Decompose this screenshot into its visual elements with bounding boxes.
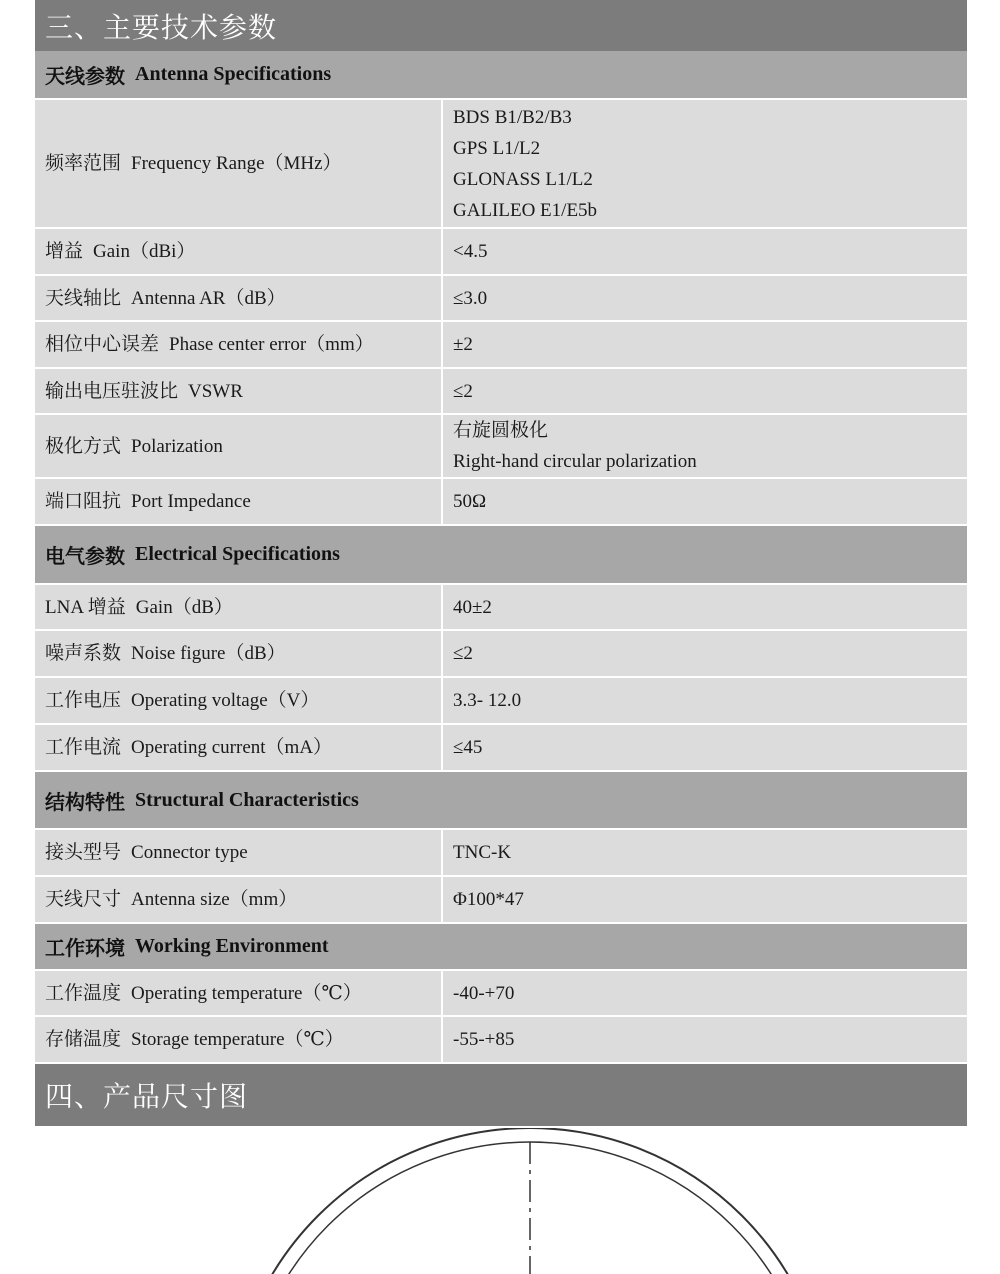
group-heading-en: Working Environment — [135, 935, 329, 957]
section-title-specs — [35, 0, 967, 51]
spec-value — [443, 631, 967, 676]
spec-value-line: Φ100*47 — [453, 889, 524, 910]
spec-label — [35, 631, 443, 676]
spec-value — [443, 1017, 967, 1062]
spec-label — [35, 971, 443, 1015]
group-heading-structural — [35, 772, 967, 830]
spec-label-en: Operating temperature（℃） — [131, 982, 362, 1004]
spec-label — [35, 322, 443, 367]
spec-row-operating-temp — [35, 971, 967, 1017]
spec-value-line: ≤2 — [453, 380, 473, 402]
spec-row-frequency — [35, 100, 967, 229]
spec-value — [443, 322, 967, 367]
spec-value-line: TNC-K — [453, 842, 512, 863]
spec-label-cn: 频率范围 — [45, 153, 122, 174]
spec-label-en: Operating current（mA） — [131, 737, 333, 758]
spec-value-line: Right-hand circular polarization — [453, 451, 697, 472]
spec-value-line: BDS B1/B2/B3 — [453, 106, 572, 128]
spec-value — [443, 877, 967, 922]
spec-label-en: Polarization — [131, 435, 223, 457]
spec-row-noise-figure — [35, 631, 967, 678]
spec-value-line: -55-+85 — [453, 1029, 515, 1050]
spec-label — [35, 1017, 443, 1062]
spec-label — [35, 229, 443, 274]
spec-label-en: Antenna AR（dB） — [131, 287, 286, 309]
spec-value — [443, 971, 967, 1015]
spec-value-line: 3.3- 12.0 — [453, 690, 522, 711]
group-heading-cn: 电气参数 — [45, 546, 125, 568]
group-heading-environment — [35, 924, 967, 971]
section-title-text: 四、产品尺寸图 — [45, 1082, 249, 1113]
spec-label-en: VSWR — [188, 380, 243, 402]
spec-label-cn: 工作温度 — [45, 982, 122, 1004]
spec-row-storage-temp — [35, 1017, 967, 1064]
spec-label-en: Frequency Range（MHz） — [131, 153, 342, 174]
spec-row-vswr — [35, 369, 967, 415]
spec-value-line: ≤3.0 — [453, 287, 488, 309]
spec-value-line: GLONASS L1/L2 — [453, 168, 593, 190]
spec-label-en: Antenna size（mm） — [131, 889, 298, 910]
spec-value-line: ≤2 — [453, 643, 473, 664]
spec-row-phase-center — [35, 322, 967, 369]
spec-value — [443, 369, 967, 413]
spec-label-en: Phase center error（mm） — [169, 334, 374, 355]
spec-value-line: <4.5 — [453, 241, 488, 262]
group-heading-cn: 天线参数 — [45, 66, 125, 88]
section-title-dimensions — [35, 1064, 967, 1126]
spec-row-lna-gain — [35, 585, 967, 631]
spec-value — [443, 415, 967, 477]
group-heading-en: Structural Characteristics — [135, 788, 359, 811]
group-heading-electrical — [35, 526, 967, 585]
spec-row-connector — [35, 830, 967, 877]
spec-row-axial-ratio — [35, 276, 967, 322]
spec-label-en: Connector type — [131, 842, 248, 863]
spec-label-cn: 存储温度 — [45, 1029, 122, 1050]
spec-label-cn: 天线轴比 — [45, 287, 122, 309]
spec-label — [35, 678, 443, 723]
group-heading-cn: 工作环境 — [45, 938, 125, 960]
spec-value-line: GALILEO E1/E5b — [453, 199, 598, 221]
spec-label — [35, 369, 443, 413]
spec-value — [443, 100, 967, 227]
spec-value-line: 右旋圆极化 — [453, 420, 549, 441]
spec-label-cn: LNA 增益 — [45, 596, 126, 618]
spec-value-line: GPS L1/L2 — [453, 137, 541, 159]
spec-row-polarization — [35, 415, 967, 479]
spec-value — [443, 229, 967, 274]
dimension-drawing — [0, 1128, 1000, 1274]
spec-label — [35, 479, 443, 524]
spec-label-en: Storage temperature（℃） — [131, 1029, 344, 1050]
spec-value-line: 40±2 — [453, 596, 492, 618]
spec-row-gain — [35, 229, 967, 276]
spec-label-en: Operating voltage（V） — [131, 690, 320, 711]
spec-label — [35, 830, 443, 875]
spec-value-line: -40-+70 — [453, 982, 515, 1004]
spec-row-operating-current — [35, 725, 967, 772]
spec-row-operating-voltage — [35, 678, 967, 725]
spec-label-en: Port Impedance — [131, 491, 251, 512]
spec-label — [35, 276, 443, 320]
spec-label-cn: 天线尺寸 — [45, 889, 122, 910]
spec-label-cn: 增益 — [45, 241, 84, 262]
group-heading-antenna — [35, 51, 967, 100]
spec-value — [443, 585, 967, 629]
spec-value — [443, 678, 967, 723]
spec-label-cn: 端口阻抗 — [45, 491, 122, 512]
spec-label-cn: 极化方式 — [45, 435, 122, 457]
spec-label-cn: 相位中心误差 — [45, 334, 160, 355]
spec-label-en: Gain（dB） — [135, 596, 233, 618]
spec-value — [443, 725, 967, 770]
group-heading-cn: 结构特性 — [45, 791, 125, 814]
group-heading-en: Electrical Specifications — [135, 543, 340, 565]
spec-label — [35, 725, 443, 770]
spec-row-antenna-size — [35, 877, 967, 924]
spec-value — [443, 479, 967, 524]
section-title-text: 三、主要技术参数 — [45, 12, 278, 44]
spec-label — [35, 415, 443, 477]
spec-label — [35, 877, 443, 922]
spec-label-en: Gain（dBi） — [93, 241, 196, 262]
spec-value-line: 50Ω — [453, 491, 487, 512]
group-heading-en: Antenna Specifications — [135, 63, 332, 85]
spec-value-line: ±2 — [453, 334, 473, 355]
spec-value-line: ≤45 — [453, 737, 483, 758]
spec-value — [443, 830, 967, 875]
spec-label-en: Noise figure（dB） — [131, 643, 286, 664]
spec-label-cn: 工作电压 — [45, 690, 122, 711]
spec-label-cn: 噪声系数 — [45, 643, 122, 664]
spec-label-cn: 接头型号 — [45, 842, 122, 863]
spec-label-cn: 工作电流 — [45, 737, 122, 758]
spec-row-impedance — [35, 479, 967, 526]
spec-label — [35, 585, 443, 629]
spec-label — [35, 100, 443, 227]
spec-label-cn: 输出电压驻波比 — [45, 380, 179, 402]
spec-value — [443, 276, 967, 320]
